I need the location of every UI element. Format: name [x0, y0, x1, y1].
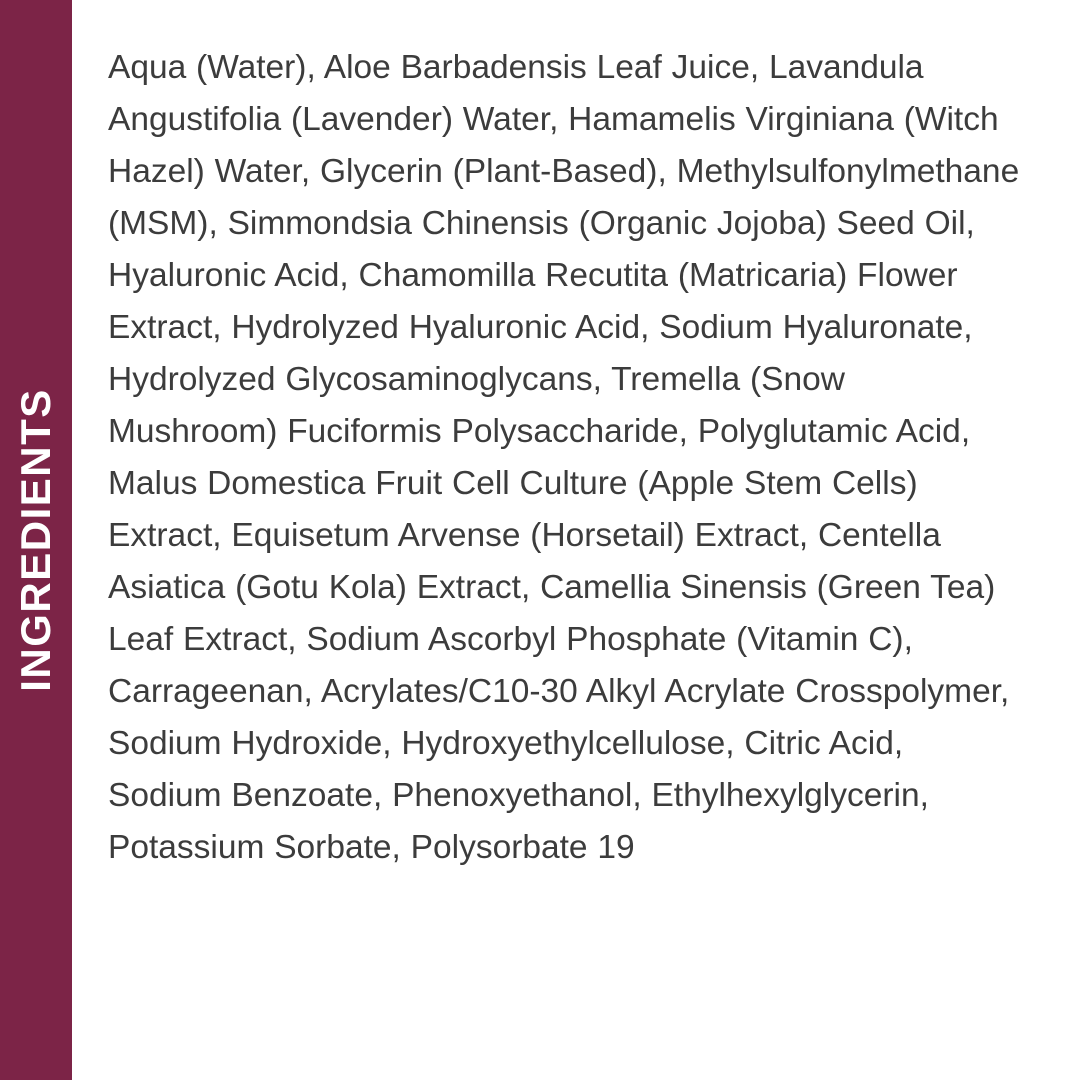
- sidebar-label-wrapper: [0, 0, 72, 1080]
- ingredients-content: [72, 0, 1080, 1080]
- ingredients-list-text: Aqua (Water), Aloe Barbadensis Leaf Juice, Lavandula Angustifolia (Lavender) Water, Hamamelis Virginiana (Witch Hazel) Water, Glycerin (Plant-Based), Methylsulfonylmethane (MSM), Simmondsia Chinensis (Organic Jojoba) Seed Oil, Hyaluronic Acid, Chamomilla Recutita (Matricaria) Flower Extract, Hydrolyzed Hyaluronic Acid, Sodium Hyaluronate, Hydrolyzed Glycosaminoglycans, Tremella (Snow Mushroom) Fuciformis Polysaccharide, Polyglutamic Acid, Malus Domestica Fruit Cell Culture (Apple Stem Cells) Extract, Equisetum Arvense (Horsetail) Extract, Centella Asiatica (Gotu Kola) Extract, Camellia Sinensis (Green Tea) Leaf Extract, Sodium Ascorbyl Phosphate (Vitamin C), Carrageenan, Acrylates/C10-30 Alkyl Acrylate Crosspolymer, Sodium Hydroxide, Hydroxyethylcellulose, Citric Acid, Sodium Benzoate, Phenoxyethanol, Ethylhexylglycerin, Potassium Sorbate, Polysorbate 19: [108, 49, 1030, 866]
- sidebar-label-ingredients: INGREDIENTS: [12, 388, 59, 692]
- ingredients-sidebar: [0, 0, 72, 1080]
